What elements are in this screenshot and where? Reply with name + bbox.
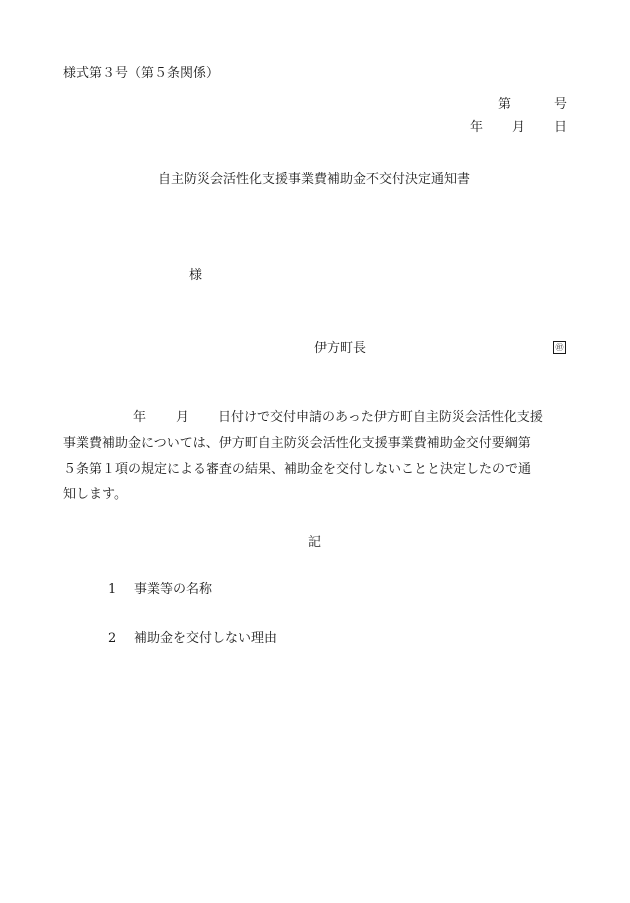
item-number-1: 1	[108, 582, 117, 597]
date-month: 月	[512, 120, 526, 135]
body-month: 月	[176, 410, 190, 425]
date-day: 日	[554, 120, 568, 135]
body-line2: 事業費補助金については、伊方町自主防災会活性化支援事業費補助金交付要綱第	[63, 436, 531, 451]
form-label: 様式第３号（第５条関係）	[63, 66, 220, 81]
seal-mark	[553, 341, 566, 354]
body-line4: 知します。	[63, 487, 127, 502]
item-label-2: 補助金を交付しない理由	[134, 631, 278, 646]
document-number-prefix: 第	[498, 97, 512, 112]
recipient-honorific: 様	[189, 268, 203, 283]
body-year: 年	[133, 410, 147, 425]
item-number-2: 2	[108, 631, 117, 646]
item-label-1: 事業等の名称	[134, 582, 213, 597]
date-year: 年	[470, 120, 484, 135]
document-number-suffix: 号	[554, 97, 568, 112]
document-title: 自主防災会活性化支援事業費補助金不交付決定通知書	[158, 172, 471, 187]
issuer-name: 伊方町長	[314, 341, 367, 356]
ki-heading: 記	[308, 535, 322, 550]
body-line3: ５条第１項の規定による審査の結果、補助金を交付しないことと決定したので通	[63, 462, 532, 477]
body-line1: 日付けで交付申請のあった伊方町自主防災会活性化支援	[218, 410, 543, 425]
seal-char: ㊞	[555, 343, 564, 352]
